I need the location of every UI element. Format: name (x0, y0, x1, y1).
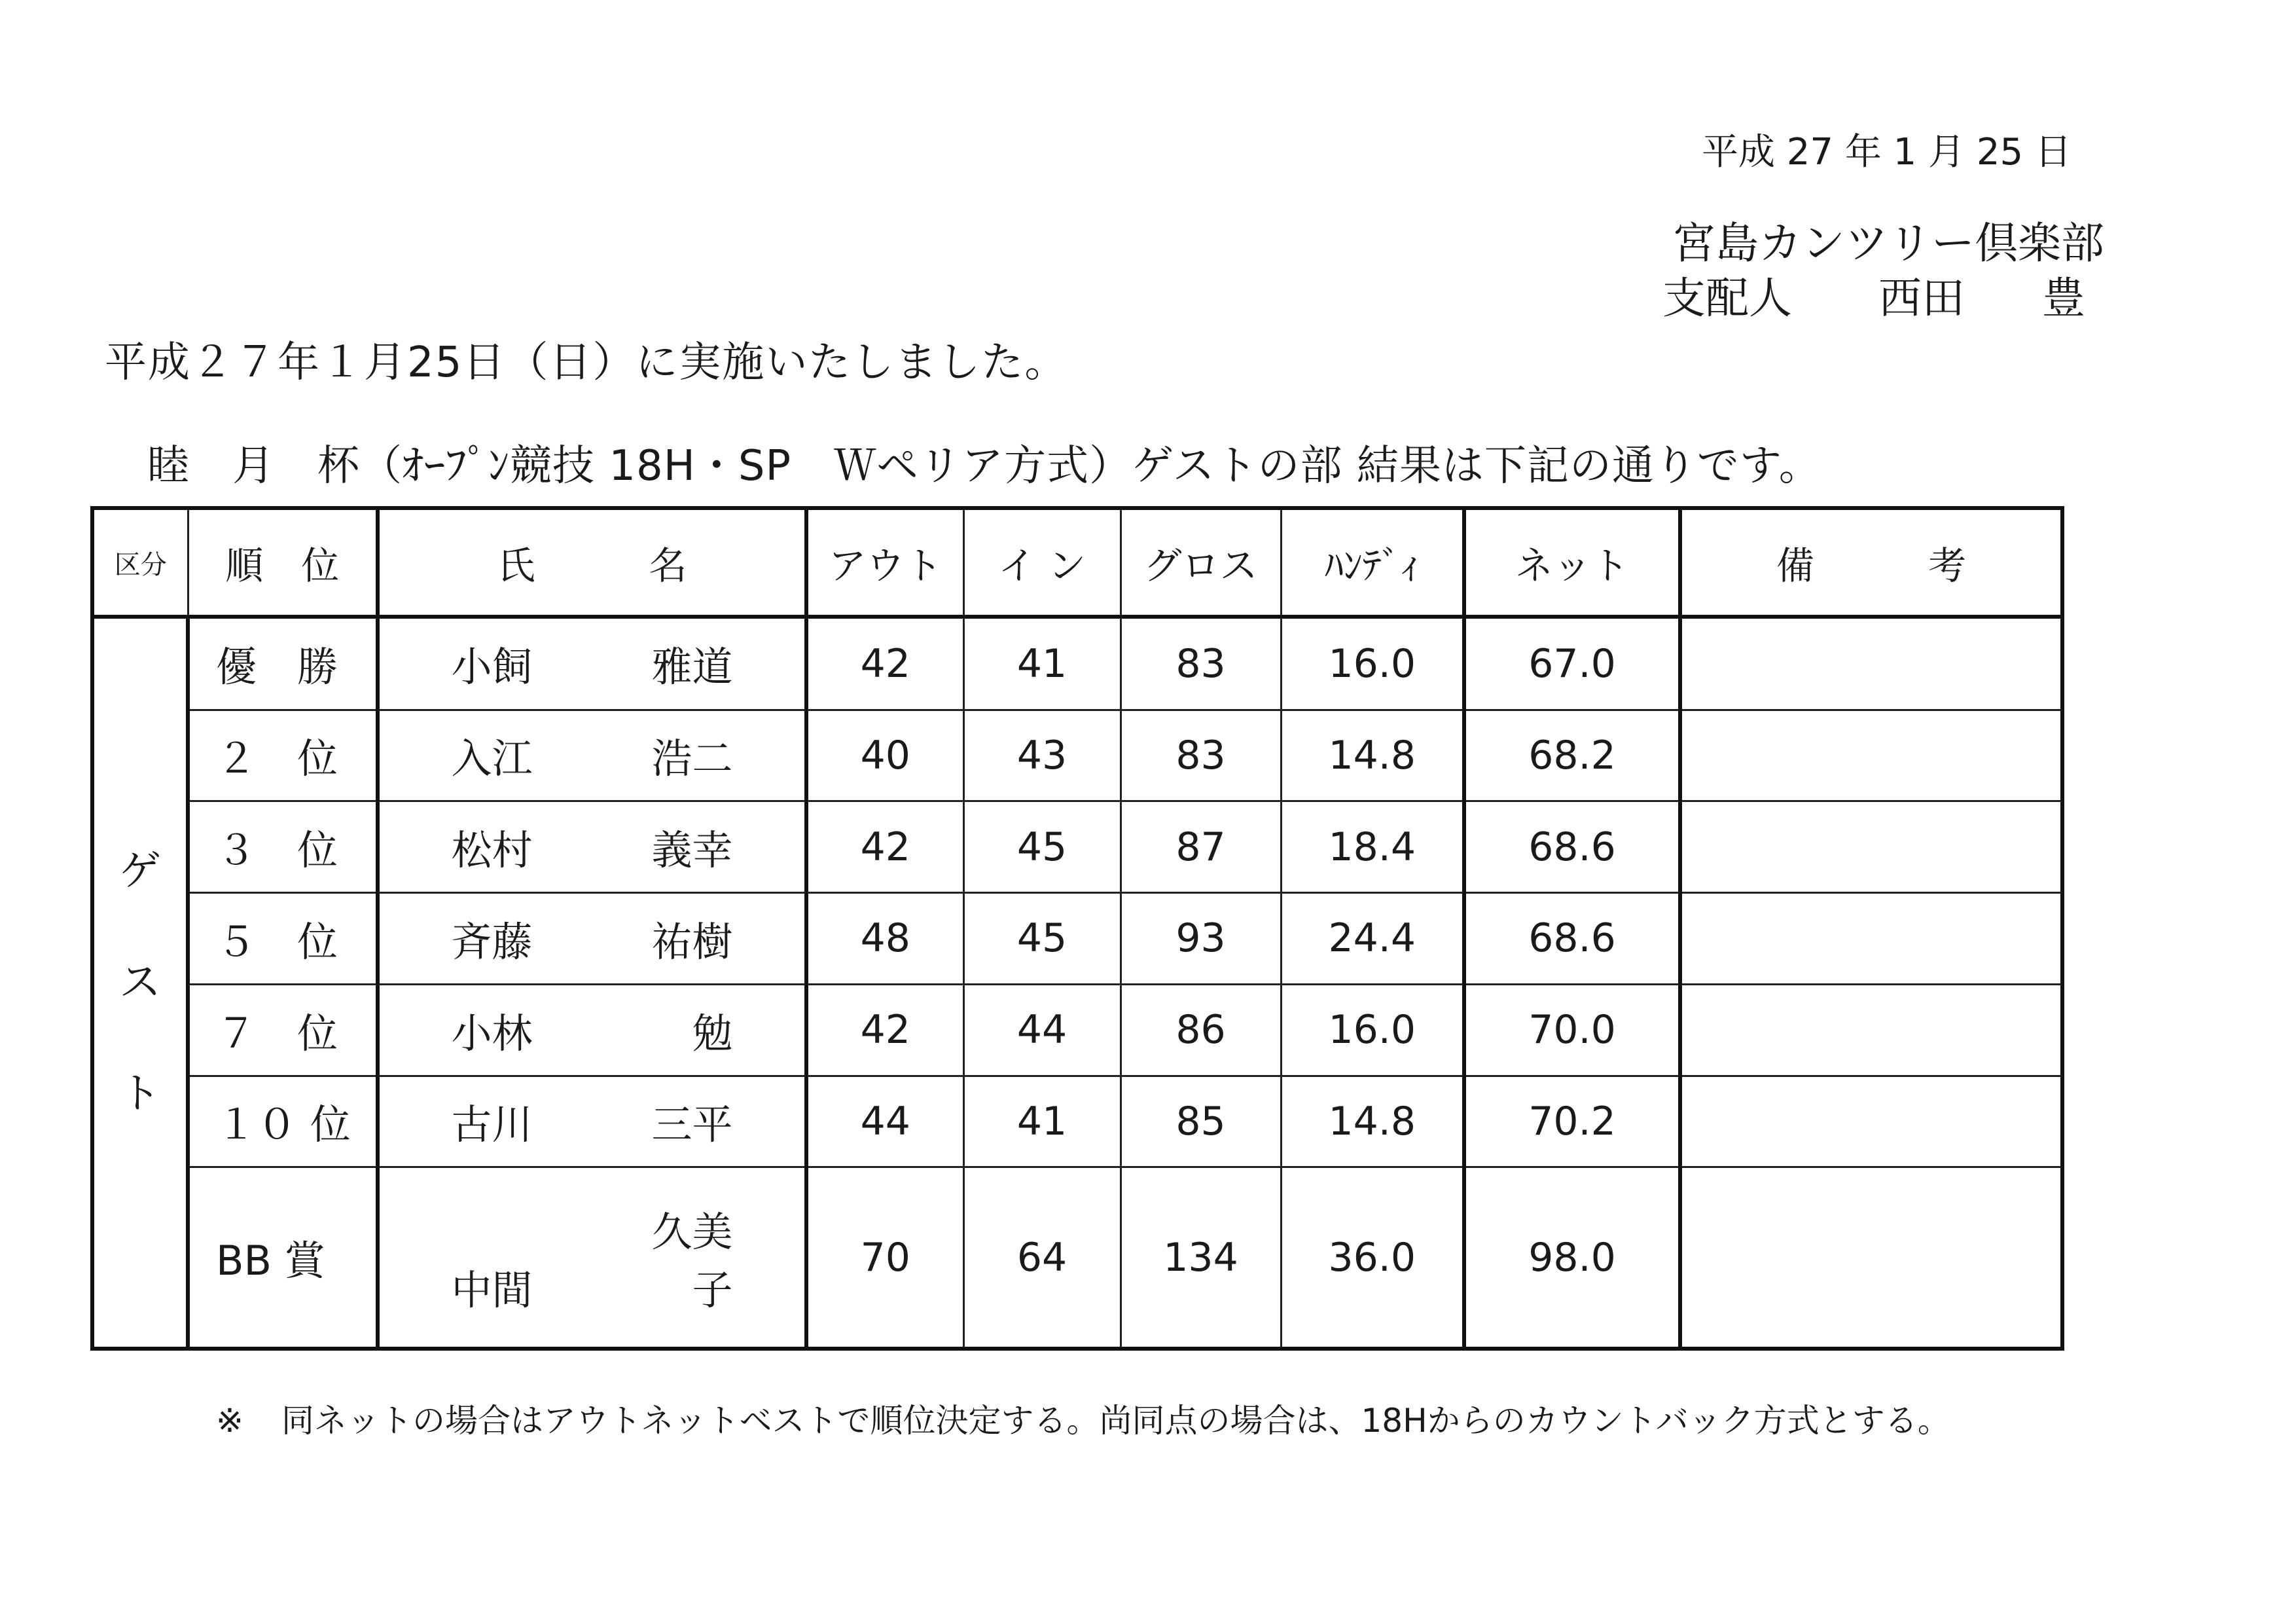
net-cell: 68.6 (1464, 801, 1680, 893)
rank-cell: BB 賞 (188, 1167, 378, 1349)
rank-cell: ２ 位 (188, 710, 378, 801)
remarks-cell (1680, 710, 2062, 801)
division-char: ゲ (119, 847, 161, 896)
issue-date: 平成 27 年 1 月 25 日 (1702, 131, 2072, 173)
table-row (92, 801, 2062, 893)
competition-title: 睦 月 杯（ｵｰﾌﾟﾝ競技 18H・SP Ｗペリア方式）ゲストの部 結果は下記の通りです。 (147, 442, 1821, 490)
handicap-cell: 14.8 (1281, 1076, 1464, 1167)
table-row (92, 984, 2062, 1076)
given-name: 浩二 (651, 735, 733, 783)
remarks-cell (1680, 801, 2062, 893)
gross-cell: 85 (1121, 1076, 1281, 1167)
in-cell: 44 (963, 984, 1121, 1076)
given-name: 義幸 (651, 826, 733, 875)
name-cell (378, 801, 806, 893)
gross-cell: 134 (1121, 1167, 1281, 1349)
rank-cell: ７ 位 (188, 984, 378, 1076)
in-cell: 41 (963, 617, 1121, 710)
footnote-mark: ※ (216, 1402, 243, 1440)
given-name: 久美子 (651, 1207, 733, 1314)
name-cell (378, 984, 806, 1076)
family-name: 松村 (451, 826, 533, 875)
division-cell (92, 617, 188, 1349)
net-cell: 70.2 (1464, 1076, 1680, 1167)
remarks-cell (1680, 1076, 2062, 1167)
header-in: イ ン (963, 508, 1121, 617)
given-name: 三平 (651, 1101, 733, 1149)
family-name: 小林 (451, 1009, 533, 1057)
rank-cell: ５ 位 (188, 893, 378, 985)
remarks-cell (1680, 984, 2062, 1076)
remarks-cell (1680, 1167, 2062, 1349)
name-cell (378, 893, 806, 985)
out-cell: 42 (806, 984, 963, 1076)
gross-cell: 86 (1121, 984, 1281, 1076)
gross-cell: 83 (1121, 710, 1281, 801)
net-cell: 68.6 (1464, 893, 1680, 985)
header-division: 区分 (92, 508, 188, 617)
in-cell: 45 (963, 801, 1121, 893)
in-cell: 45 (963, 893, 1121, 985)
results-body (92, 617, 2062, 1349)
footnote-text: 同ネットの場合はアウトネットベストで順位決定する。尚同点の場合は、18Hからのカウントバック方式とする。 (281, 1402, 1950, 1440)
rank-cell: 優 勝 (188, 617, 378, 710)
gross-cell: 87 (1121, 801, 1281, 893)
division-char: ス (119, 958, 161, 1007)
club-name: 宮島カンツリー倶楽部 (1672, 218, 2104, 268)
handicap-cell: 16.0 (1281, 984, 1464, 1076)
header-rank: 順 位 (188, 508, 378, 617)
out-cell: 42 (806, 801, 963, 893)
manager-family-name: 西田 (1878, 273, 1965, 323)
in-cell: 64 (963, 1167, 1121, 1349)
header-remarks: 備 考 (1680, 508, 2062, 617)
net-cell: 68.2 (1464, 710, 1680, 801)
remarks-cell (1680, 617, 2062, 710)
header-gross: グロス (1121, 508, 1281, 617)
table-row (92, 710, 2062, 801)
header-handicap: ﾊﾝﾃﾞｨ (1281, 508, 1464, 617)
remarks-cell (1680, 893, 2062, 985)
family-name: 小飼 (451, 643, 533, 691)
gross-cell: 83 (1121, 617, 1281, 710)
table-header-row (92, 508, 2062, 617)
handicap-cell: 14.8 (1281, 710, 1464, 801)
out-cell: 48 (806, 893, 963, 985)
family-name: 古川 (451, 1101, 533, 1149)
division-char: ト (119, 1070, 161, 1118)
intro-line: 平成２７年１月25日（日）に実施いたしました。 (105, 338, 1068, 387)
results-table (90, 506, 2064, 1351)
family-name: 入江 (451, 735, 533, 783)
family-name: 中間 (451, 1266, 533, 1314)
net-cell: 98.0 (1464, 1167, 1680, 1349)
handicap-cell: 36.0 (1281, 1167, 1464, 1349)
name-cell (378, 710, 806, 801)
header-net: ネット (1464, 508, 1680, 617)
table-row (92, 1076, 2062, 1167)
name-cell (378, 1167, 806, 1349)
rank-cell: １０ 位 (188, 1076, 378, 1167)
name-cell (378, 617, 806, 710)
manager-signature-line (1662, 263, 2085, 325)
given-name: 雅道 (651, 643, 733, 691)
manager-title: 支配人 (1662, 273, 1792, 323)
given-name: 勉 (692, 1009, 733, 1057)
net-cell: 70.0 (1464, 984, 1680, 1076)
given-name: 祐樹 (651, 917, 733, 966)
handicap-cell: 16.0 (1281, 617, 1464, 710)
out-cell: 44 (806, 1076, 963, 1167)
name-cell (378, 1076, 806, 1167)
out-cell: 70 (806, 1167, 963, 1349)
manager-given-name: 豊 (2042, 273, 2085, 323)
gross-cell: 93 (1121, 893, 1281, 985)
header-name: 氏 名 (378, 508, 806, 617)
handicap-cell: 24.4 (1281, 893, 1464, 985)
header-out: アウト (806, 508, 963, 617)
table-row (92, 893, 2062, 985)
table-row (92, 617, 2062, 710)
net-cell: 67.0 (1464, 617, 1680, 710)
out-cell: 40 (806, 710, 963, 801)
table-row (92, 1167, 2062, 1349)
footnote (216, 1395, 1950, 1442)
out-cell: 42 (806, 617, 963, 710)
rank-cell: ３ 位 (188, 801, 378, 893)
in-cell: 43 (963, 710, 1121, 801)
family-name: 斉藤 (451, 917, 533, 966)
in-cell: 41 (963, 1076, 1121, 1167)
handicap-cell: 18.4 (1281, 801, 1464, 893)
